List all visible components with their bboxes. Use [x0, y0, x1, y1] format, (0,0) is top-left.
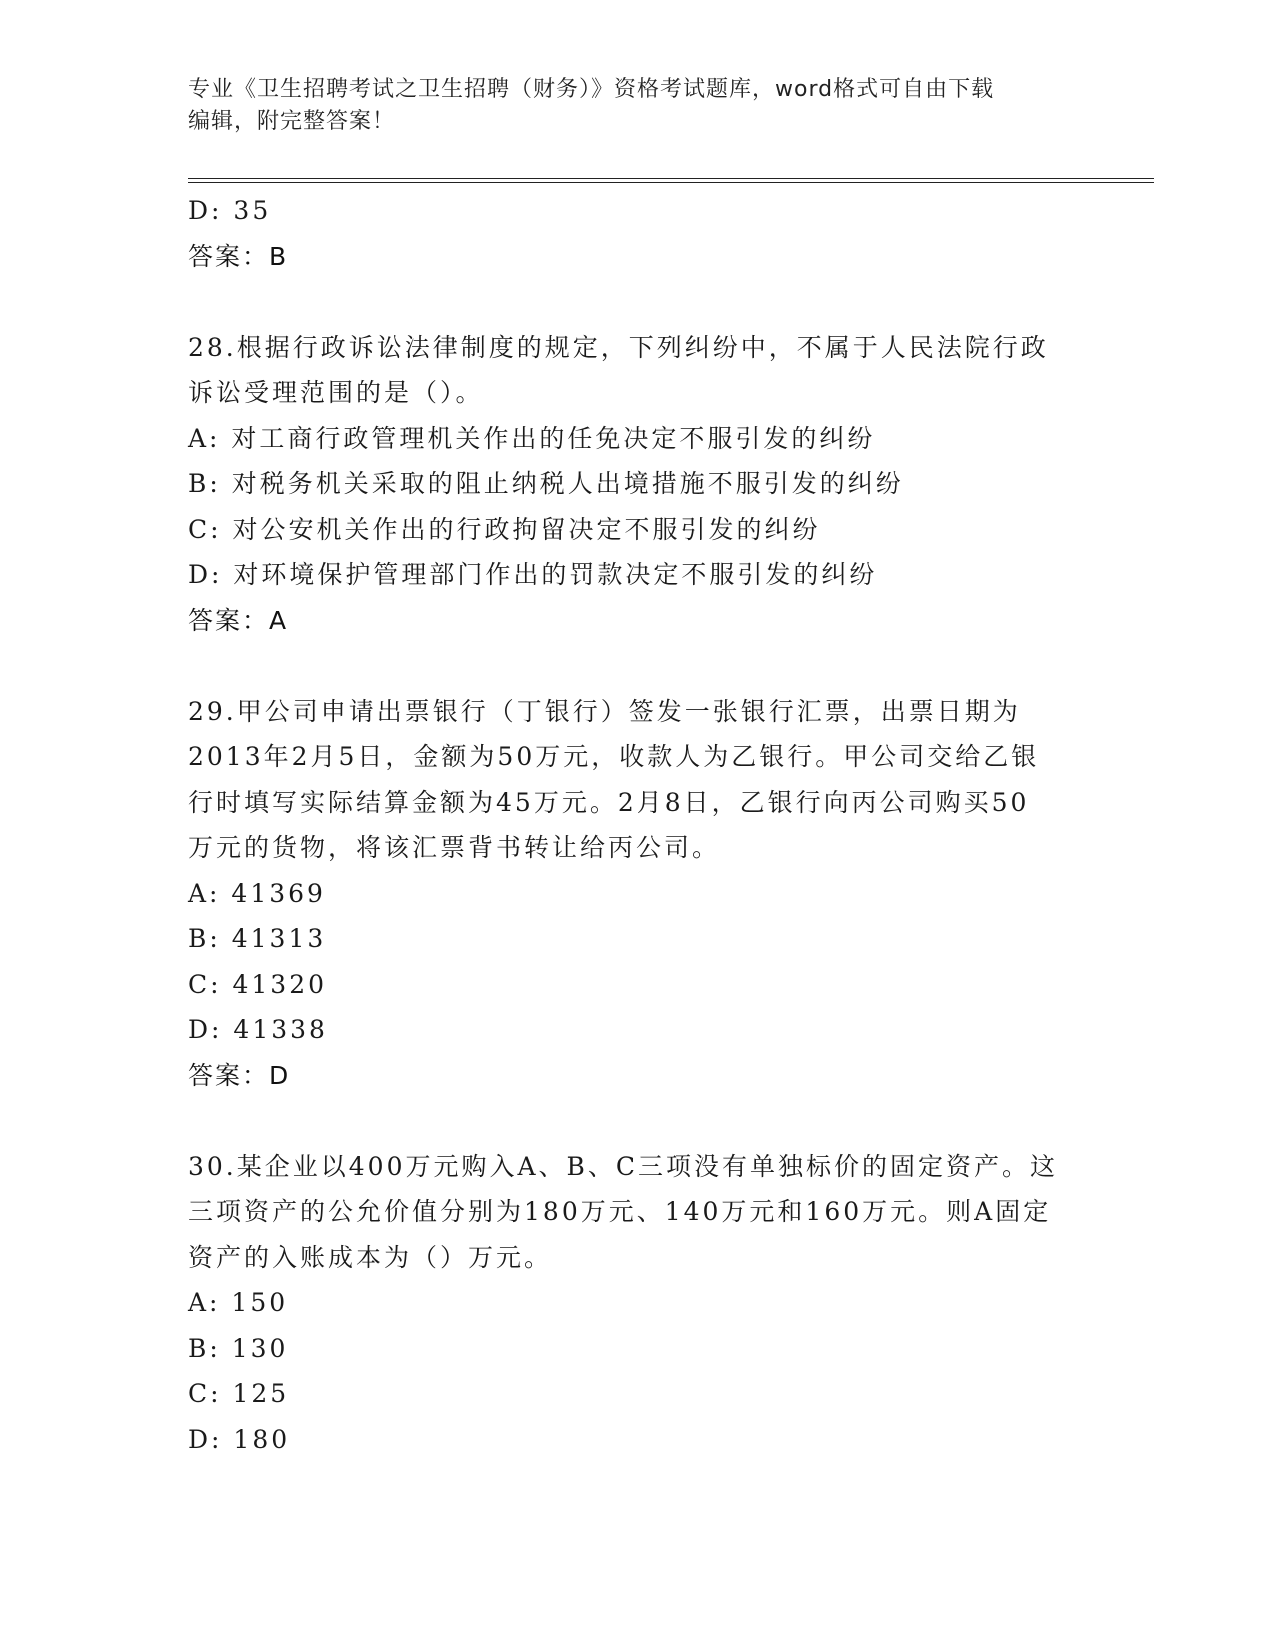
- q28-stem-line-2: 诉讼受理范围的是（）。: [188, 378, 484, 407]
- q28-stem-line-1: 28.根据行政诉讼法律制度的规定，下列纠纷中，不属于人民法院行政: [188, 332, 1049, 362]
- q29-answer: 答案：D: [188, 1060, 291, 1090]
- header-line-1: 专业《卫生招聘考试之卫生招聘（财务）》资格考试题库，word格式可自由下载: [188, 77, 995, 102]
- question-29: [188, 689, 1088, 1099]
- question-27: [188, 188, 1088, 279]
- q28-option-d: D: 对环境保护管理部门作出的罚款决定不服引发的纠纷: [188, 560, 878, 589]
- q29-stem-line-2: 2013年2月5日，金额为50万元，收款人为乙银行。甲公司交给乙银: [188, 742, 1040, 771]
- spacer: [188, 279, 1088, 325]
- q29-stem-line-3: 行时填写实际结算金额为45万元。2月8日，乙银行向丙公司购买50: [188, 787, 1030, 817]
- q28-option-b: B: 对税务机关采取的阻止纳税人出境措施不服引发的纠纷: [188, 469, 904, 498]
- q28-option-c: C: 对公安机关作出的行政拘留决定不服引发的纠纷: [188, 514, 821, 544]
- q27-option-d: D: 35: [188, 196, 272, 225]
- q30-stem-line-1: 30.某企业以400万元购入A、B、C三项没有单独标价的固定资产。这: [188, 1151, 1059, 1181]
- q29-option-b: B: 41313: [188, 924, 327, 953]
- header-divider-top: [188, 178, 1154, 179]
- question-content: [188, 188, 1088, 1462]
- page-header: [188, 74, 1068, 138]
- spacer: [188, 643, 1088, 689]
- header-line-2: 编辑，附完整答案！: [188, 109, 396, 134]
- q30-stem-line-2: 三项资产的公允价值分别为180万元、140万元和160万元。则A固定: [188, 1197, 1052, 1226]
- q30-option-a: A: 150: [188, 1288, 289, 1317]
- q29-stem-line-1: 29.甲公司申请出票银行（丁银行）签发一张银行汇票，出票日期为: [188, 696, 1021, 726]
- q30-option-b: B: 130: [188, 1333, 289, 1363]
- q29-option-c: C: 41320: [188, 969, 328, 999]
- q30-option-d: D: 180: [188, 1424, 291, 1454]
- question-28: [188, 325, 1088, 644]
- spacer: [188, 1098, 1088, 1144]
- header-divider-bottom: [188, 182, 1154, 183]
- q28-option-a: A: 对工商行政管理机关作出的任免决定不服引发的纠纷: [188, 423, 876, 453]
- q29-option-d: D: 41338: [188, 1015, 328, 1044]
- q28-answer: 答案：A: [188, 605, 289, 635]
- question-30: [188, 1144, 1088, 1463]
- q29-option-a: A: 41369: [188, 878, 326, 908]
- q27-answer: 答案：B: [188, 241, 289, 271]
- q29-stem-line-4: 万元的货物，将该汇票背书转让给丙公司。: [188, 833, 721, 862]
- q30-option-c: C: 125: [188, 1379, 290, 1408]
- q30-stem-line-3: 资产的入账成本为（）万元。: [188, 1242, 553, 1272]
